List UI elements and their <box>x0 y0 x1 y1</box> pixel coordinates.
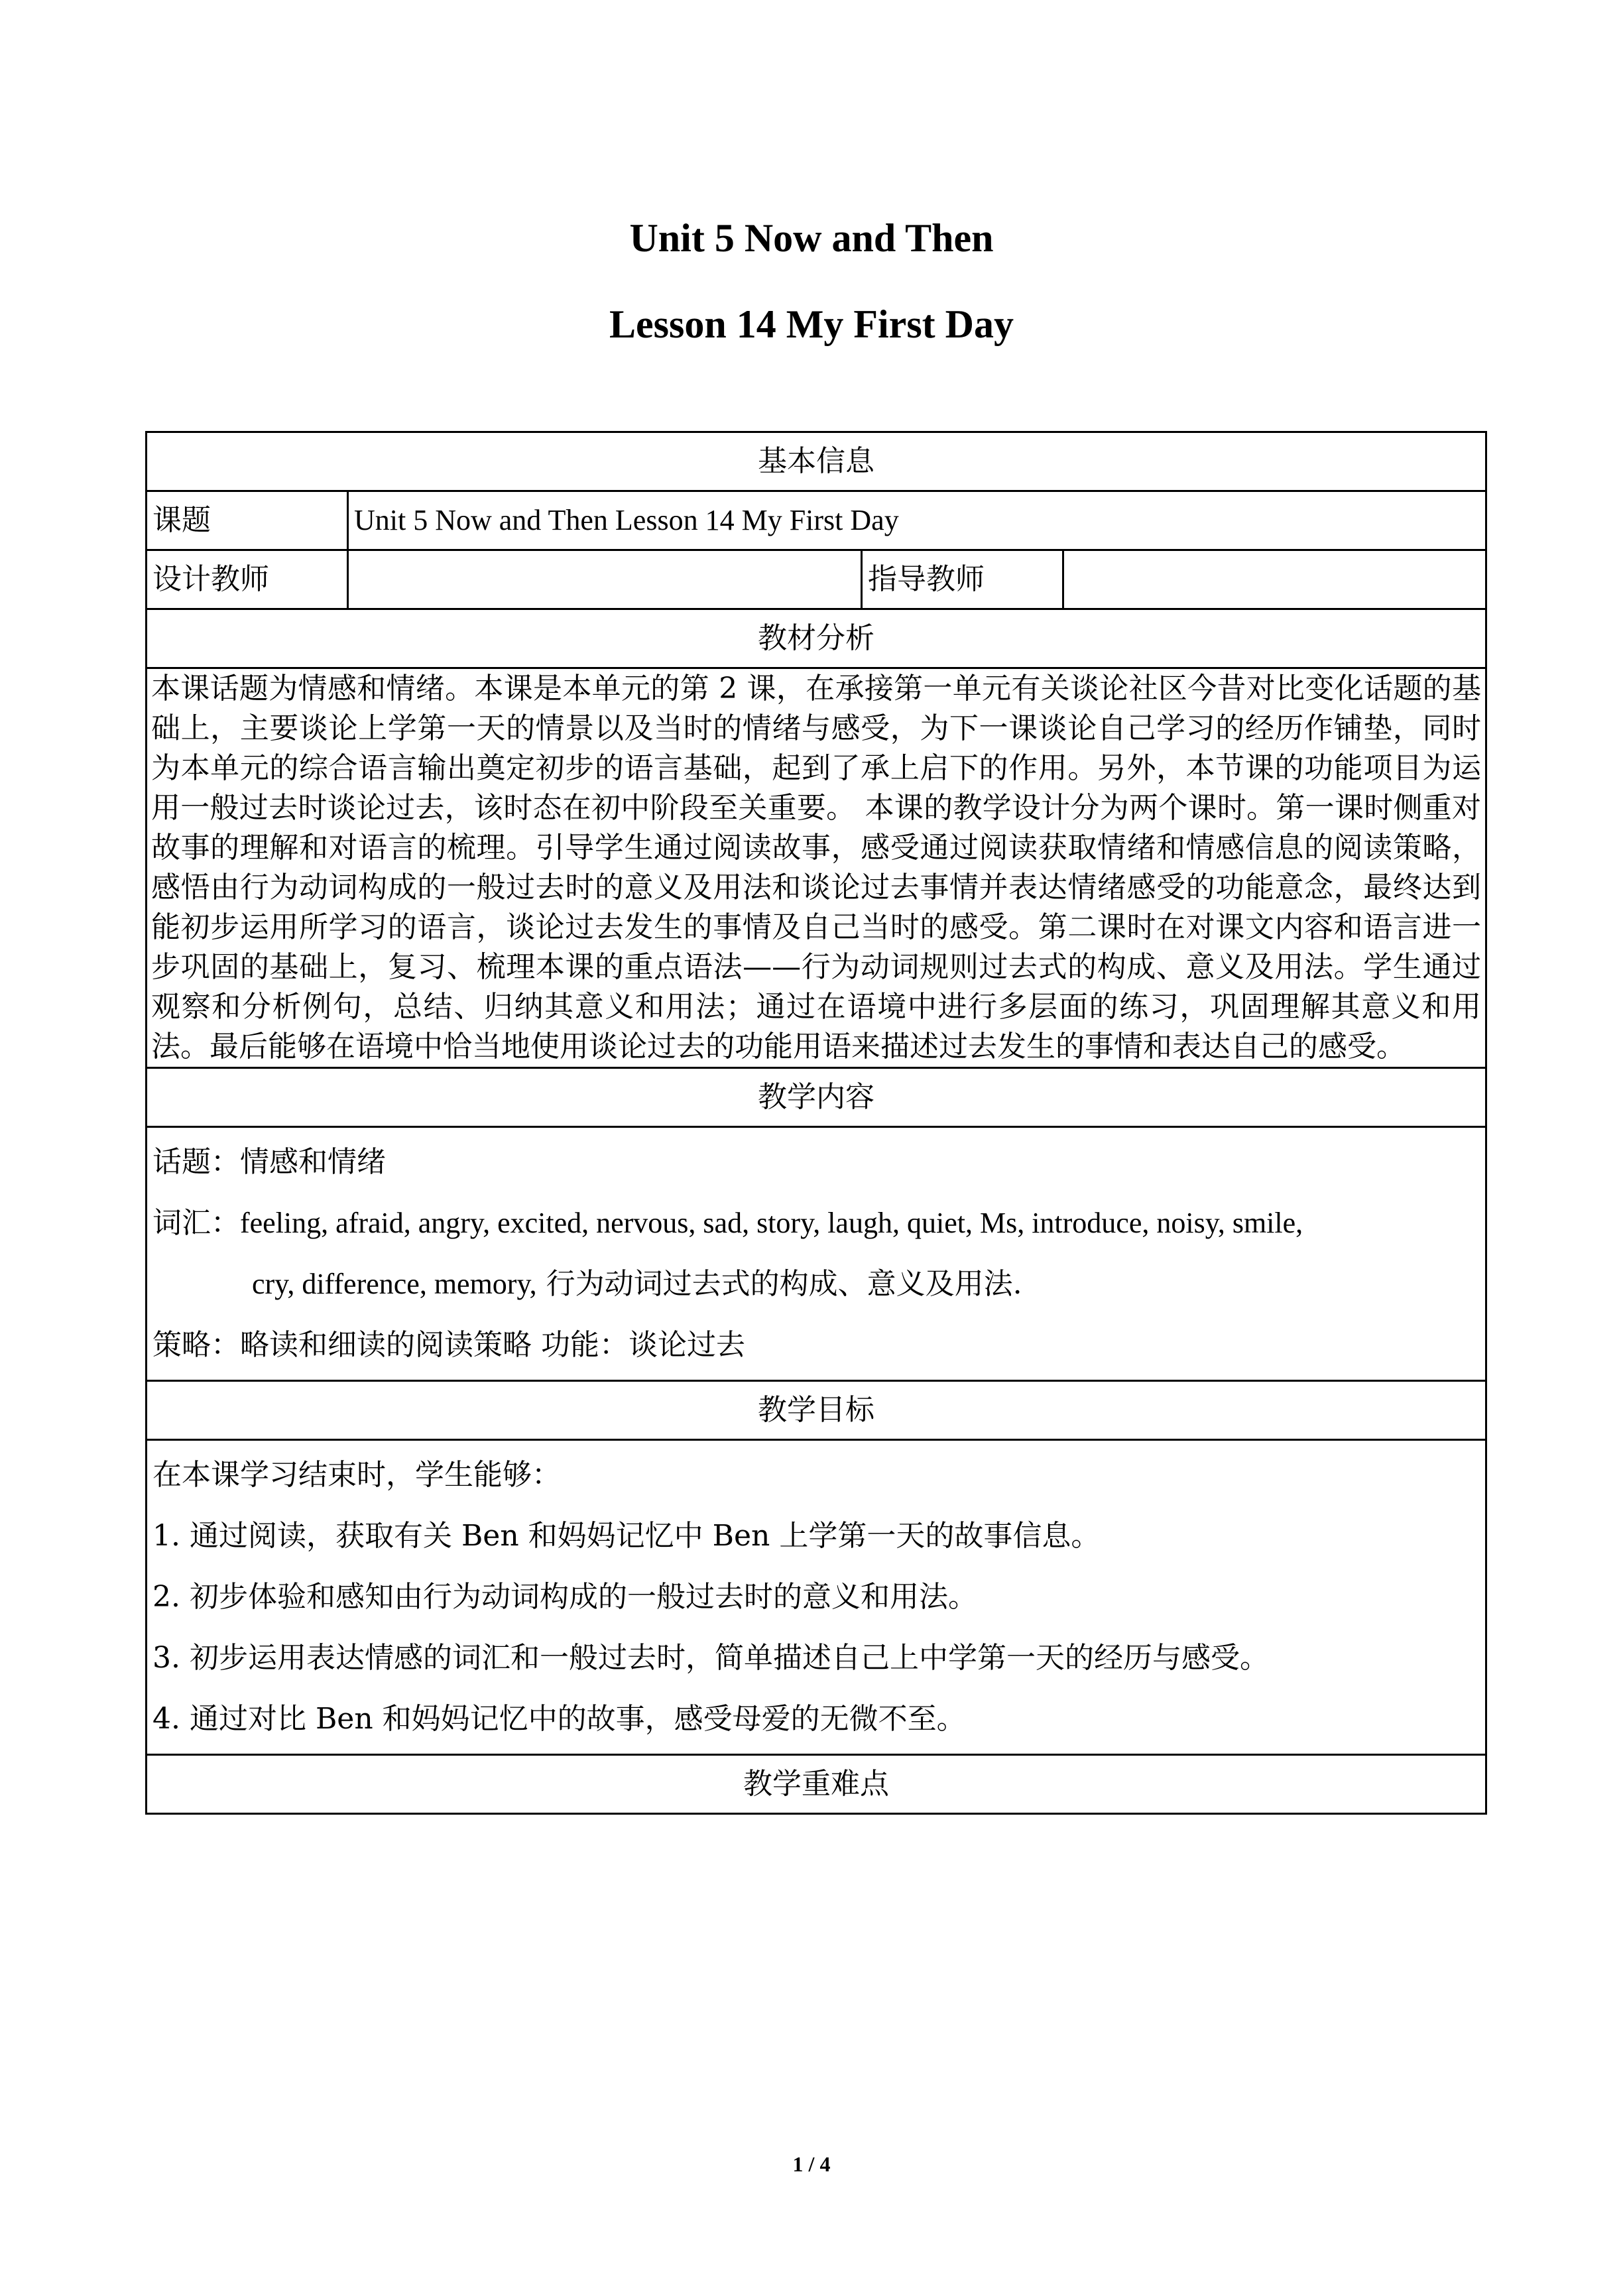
basic-info-header: 基本信息 <box>147 432 1486 491</box>
content-grammar-note: 行为动词过去式的构成、意义及用法. <box>536 1267 1022 1301</box>
content-topic: 话题：情感和情绪 <box>152 1145 386 1179</box>
lesson-plan-table <box>145 431 1487 1815</box>
key-points-header: 教学重难点 <box>147 1755 1486 1814</box>
analysis-header: 教材分析 <box>147 609 1486 668</box>
analysis-text: 本课话题为情感和情绪。本课是本单元的第 2 课，在承接第一单元有关谈论社区今昔对比变化话题的基础上，主要谈论上学第一天的情景以及当时的情绪与感受，为下一课谈论自己学习的经历作铺垫，同时为本单元的综合语言输出奠定初步的语言基础，起到了承上启下的作用。另外，本节课的功能项目为运用一般过去时谈论过去，该时态在初中阶段至关重要。 本课的教学设计分为两个课时。第一课时侧重对故事的理解和对语言的梳理。引导学生通过阅读故事，感受通过阅读获取情绪和情感信息的阅读策略，感悟由行为动词构成的一般过去时的意义及用法和谈论过去事情并表达情绪感受的功能意念，最终达到能初步运用所学习的语言，谈论过去发生的事情及自己当时的感受。第二课时在对课文内容和语言进一步巩固的基础上，复习、梳理本课的重点语法——行为动词规则过去式的构成、意义及用法。学生通过观察和分析例句，总结、归纳其意义和用法；通过在语境中进行多层面的练习，巩固理解其意义和用法。最后能够在语境中恰当地使用谈论过去的功能用语来描述过去发生的事情和表达自己的感受。 <box>151 672 1481 1063</box>
content-strategy: 策略：略读和细读的阅读策略 功能：谈论过去 <box>152 1328 745 1362</box>
topic-label: 课题 <box>147 491 348 550</box>
content-vocab-words-2: cry, difference, memory, <box>252 1268 537 1300</box>
designer-label: 设计教师 <box>147 550 348 609</box>
content-vocab-line-1 <box>152 1193 1480 1254</box>
content-vocab-words-1: feeling, afraid, angry, excited, nervous, sad, story, laugh, quiet, Ms, introduce, noisy, smile, <box>240 1207 1303 1239</box>
content-vocab-label: 词汇： <box>152 1206 240 1240</box>
objectives-intro: 在本课学习结束时，学生能够： <box>152 1458 561 1492</box>
designer-value <box>348 550 862 609</box>
content-header: 教学内容 <box>147 1068 1486 1127</box>
objective-item-4: 4. 通过对比 Ben 和妈妈记忆中的故事，感受母爱的无微不至。 <box>152 1702 966 1736</box>
objectives-cell <box>147 1440 1486 1755</box>
page-number: 1 / 4 <box>792 2152 831 2176</box>
page-subtitle: Lesson 14 My First Day <box>609 302 1014 346</box>
topic-value: Unit 5 Now and Then Lesson 14 My First Day <box>348 491 1486 550</box>
objective-item-1: 1. 通过阅读，获取有关 Ben 和妈妈记忆中 Ben 上学第一天的故事信息。 <box>152 1519 1101 1553</box>
objective-item-3: 3. 初步运用表达情感的词汇和一般过去时，简单描述自己上中学第一天的经历与感受。 <box>152 1641 1269 1675</box>
advisor-value <box>1063 550 1486 609</box>
content-vocab-line-2 <box>152 1254 1480 1315</box>
analysis-cell <box>147 668 1486 1068</box>
page-title: Unit 5 Now and Then <box>629 216 994 260</box>
content-cell <box>147 1127 1486 1381</box>
advisor-label: 指导教师 <box>862 550 1063 609</box>
objectives-header: 教学目标 <box>147 1381 1486 1440</box>
objective-item-2: 2. 初步体验和感知由行为动词构成的一般过去时的意义和用法。 <box>152 1580 977 1614</box>
